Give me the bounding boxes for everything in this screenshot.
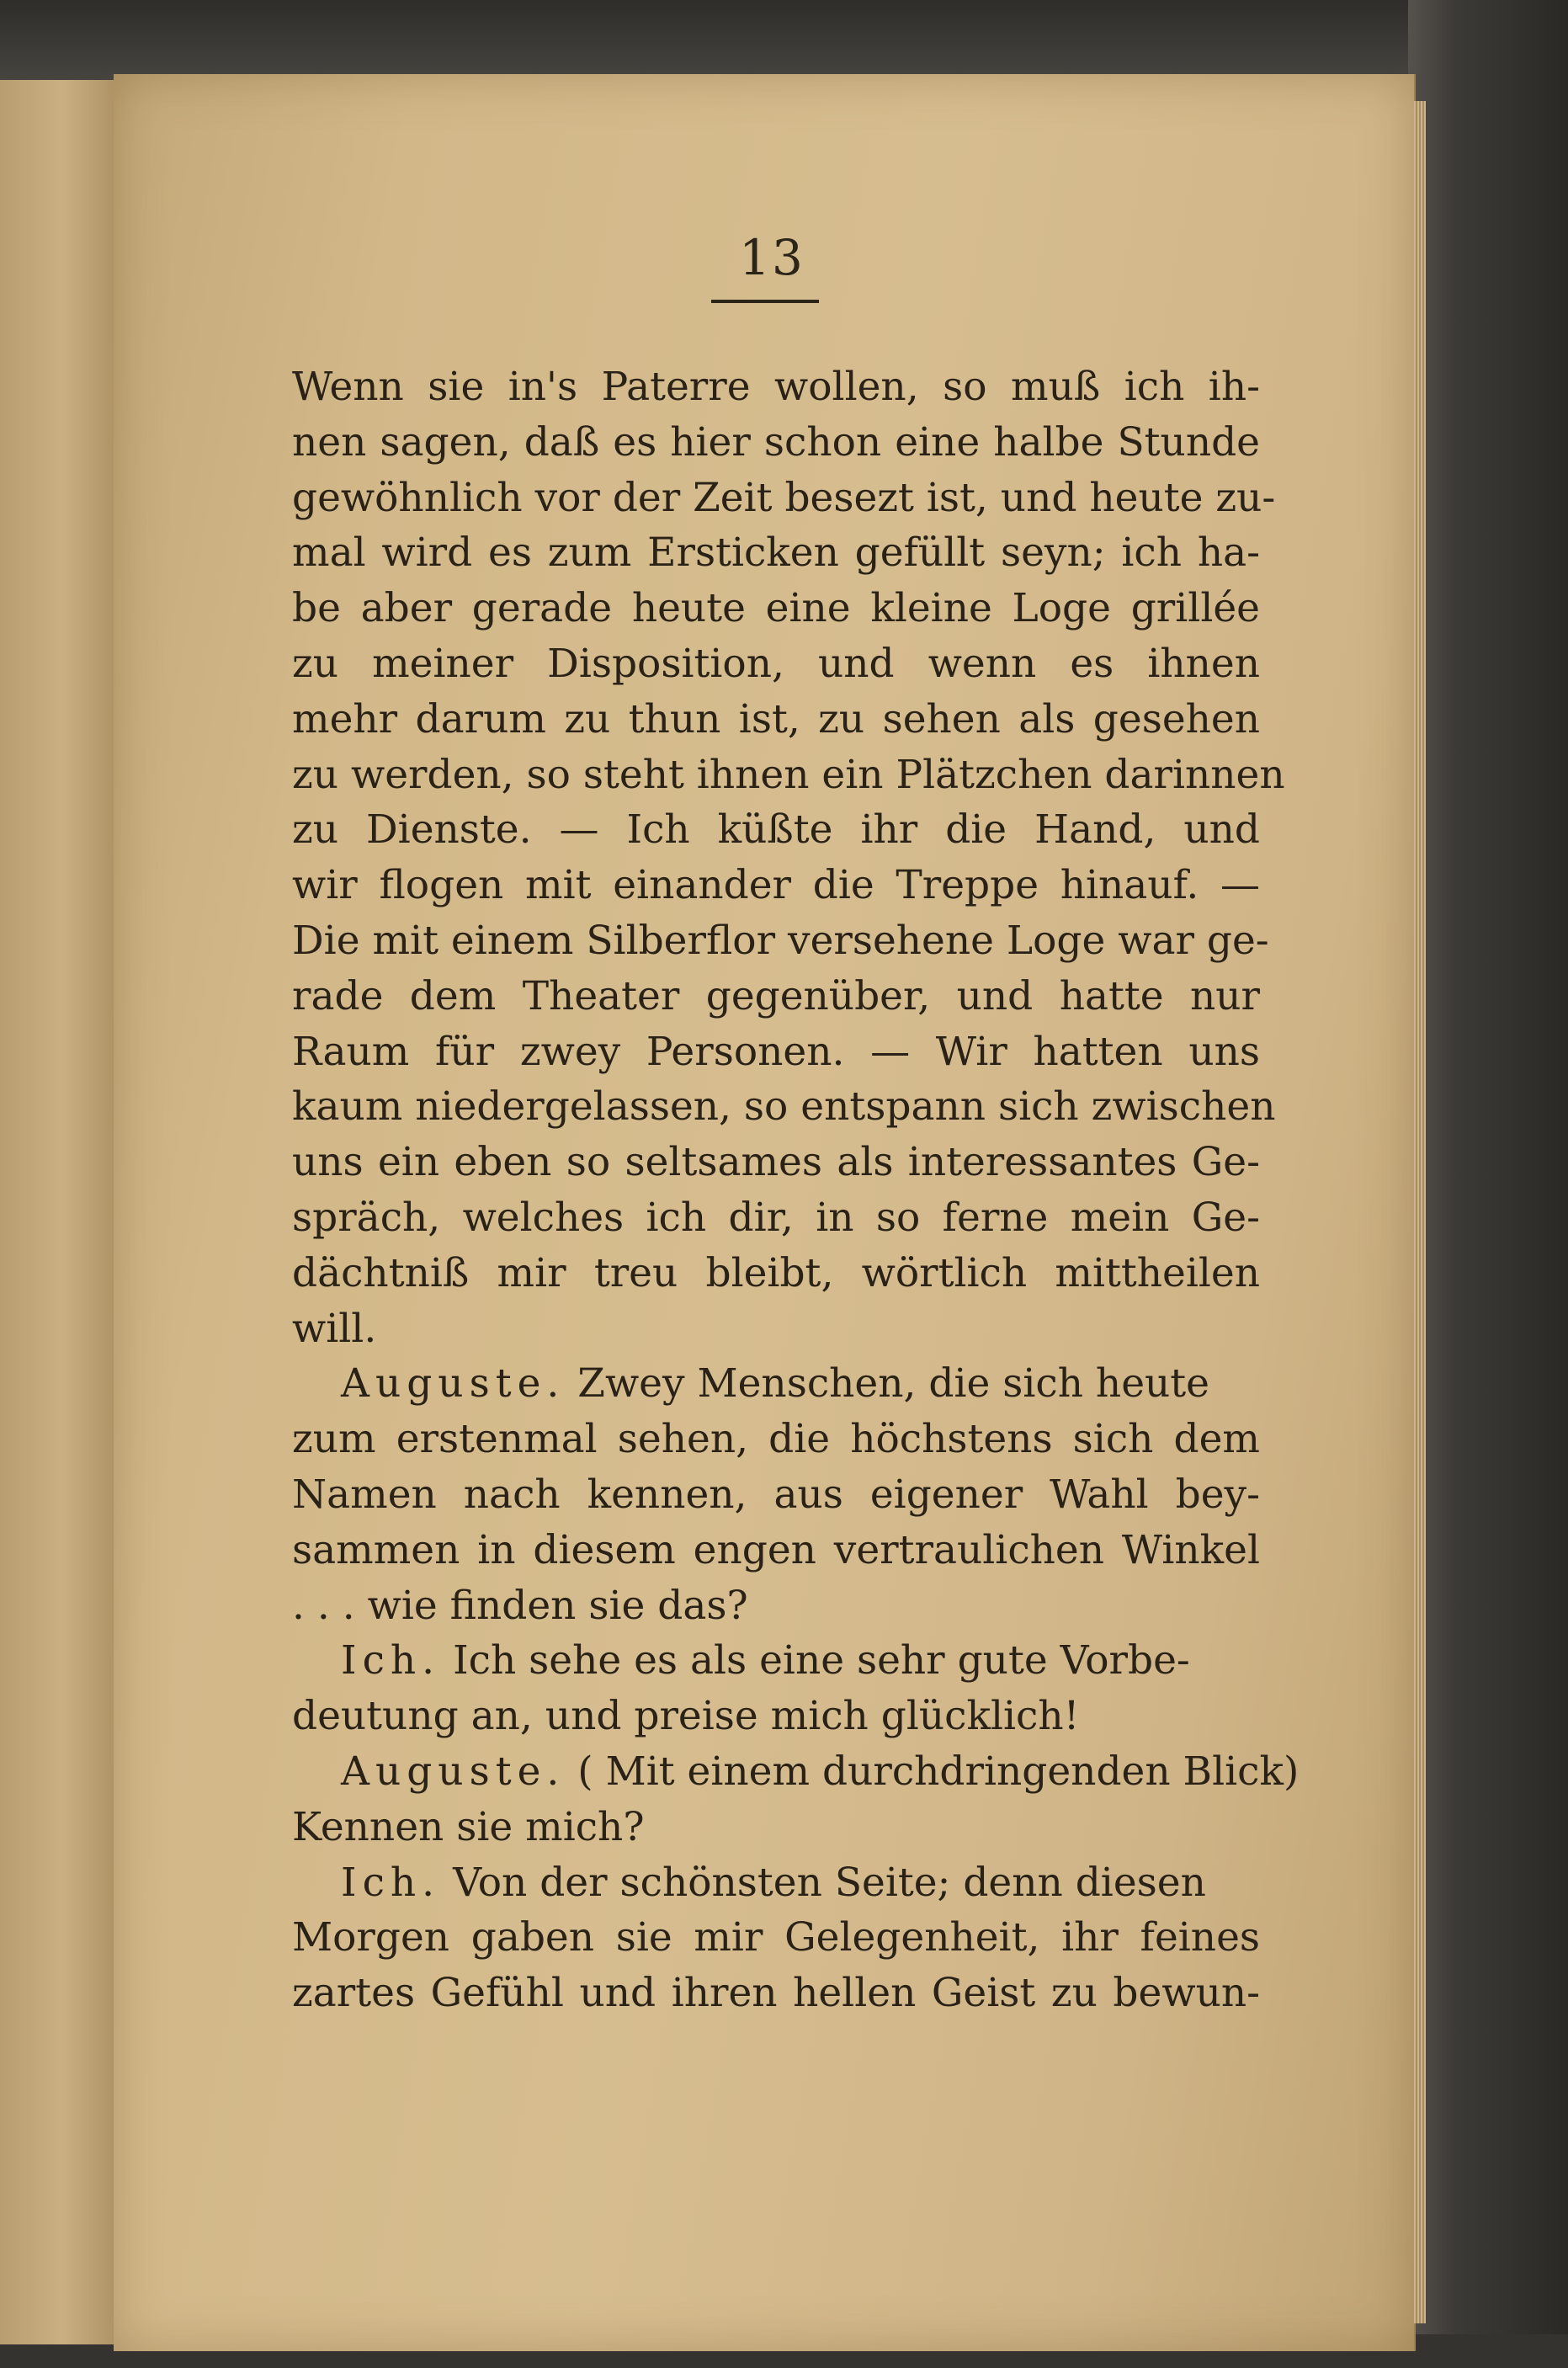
text-line: uns ein eben so seltsames als interessantes Ge- — [292, 1139, 1260, 1186]
text-line: rade dem Theater gegenüber, und hatte nur — [292, 972, 1260, 1019]
text-line: Morgen gaben sie mir Gelegenheit, ihr feines — [292, 1914, 1260, 1961]
text-line: . . . wie finden sie das? — [292, 1582, 748, 1629]
speaker-name: Auguste. — [341, 1748, 566, 1795]
text-line: will. — [292, 1305, 377, 1352]
text-line: sammen in diesem engen vertraulichen Winkel — [292, 1526, 1260, 1573]
page-number-rule — [711, 300, 819, 303]
text-line: Namen nach kennen, aus eigener Wahl bey- — [292, 1471, 1260, 1518]
dialogue-line — [292, 1356, 1260, 1412]
page-number: 13 — [739, 229, 805, 286]
previous-page-edge — [0, 80, 116, 2344]
text-line: zu meiner Disposition, und wenn es ihnen — [292, 640, 1260, 687]
speaker-name: Ich. — [341, 1859, 441, 1906]
text-line: dächtniß mir treu bleibt, wörtlich mittheilen — [292, 1249, 1260, 1296]
book-cover-top — [0, 0, 1568, 80]
text-line: Die mit einem Silberflor versehene Loge war ge- — [292, 917, 1269, 964]
text-line: mehr darum zu thun ist, zu sehen als gesehen — [292, 695, 1260, 742]
dialogue-text: Ich sehe es als eine sehr gute Vorbe- — [453, 1637, 1190, 1684]
dialogue-line — [292, 1855, 1260, 1911]
dialogue-text: ( Mit einem durchdringenden Blick) — [577, 1748, 1300, 1795]
book-cover-right — [1408, 0, 1568, 2368]
dialogue-text: Von der schönsten Seite; denn diesen — [453, 1859, 1206, 1906]
text-line: spräch, welches ich dir, in so ferne mein Ge- — [292, 1194, 1260, 1241]
text-line: nen sagen, daß es hier schon eine halbe Stunde — [292, 418, 1260, 466]
dialogue-text: Zwey Menschen, die sich heute — [577, 1360, 1209, 1407]
text-line: mal wird es zum Ersticken gefüllt seyn; ich ha- — [292, 529, 1260, 577]
text-line: zum erstenmal sehen, die höchstens sich dem — [292, 1416, 1260, 1463]
text-line: deutung an, und preise mich glücklich! — [292, 1693, 1080, 1740]
text-line: wir flogen mit einander die Treppe hinauf. — — [292, 862, 1260, 909]
page-body-text — [292, 359, 1300, 2021]
page-stack-edge — [1414, 101, 1426, 2323]
text-line: Raum für zwey Personen. — Wir hatten uns — [292, 1028, 1260, 1075]
speaker-name: Auguste. — [341, 1360, 566, 1407]
text-line: gewöhnlich vor der Zeit besezt ist, und heute zu- — [292, 474, 1276, 521]
text-line: Wenn sie in's Paterre wollen, so muß ich ih- — [292, 364, 1260, 410]
speaker-name: Ich. — [341, 1637, 441, 1684]
text-line: zartes Gefühl und ihren hellen Geist zu bewun- — [292, 1970, 1260, 2017]
text-line: zu werden, so steht ihnen ein Plätzchen darinnen — [292, 751, 1285, 798]
text-line: kaum niedergelassen, so entspann sich zwischen — [292, 1083, 1276, 1131]
text-line: zu Dienste. — Ich küßte ihr die Hand, und — [292, 806, 1260, 854]
text-line: Kennen sie mich? — [292, 1803, 645, 1850]
dialogue-line — [292, 1744, 1300, 1800]
text-line: be aber gerade heute eine kleine Loge grillée — [292, 585, 1260, 632]
dialogue-line — [292, 1633, 1260, 1689]
